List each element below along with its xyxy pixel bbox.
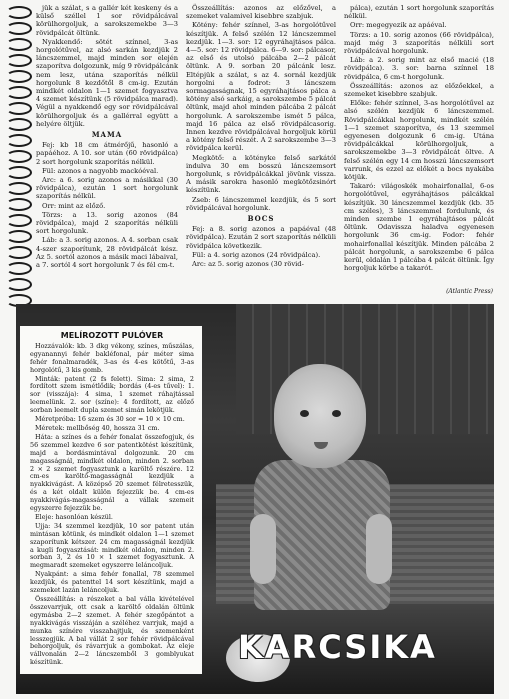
pattern-title: MELÍROZOTT PULÓVER — [60, 331, 164, 340]
baby-eye-left — [300, 410, 309, 417]
paragraph-hata: Háta: a színes és a fehér fonalat összefogjuk, és 56 szemmel kezdve 6 sor patentkötést készítünk, majd a bordásmintával dolgozunk. 20 cm magasságnál, mindkét oldalon, minden 2. sorban 2 × 2 szemet fogyasztunk a karöltő részére. 12 cm-es karöltő-magasságnál kezdjük a nyakkivágást. A középső 20 szemet félretesszük, és a két oldalt külön fejezzük be. 4 cm-es nyakkivágás-magasságnál a vállak szemeit egyszerre fejezzük be. — [30, 432, 194, 513]
spiral-binding — [0, 0, 30, 340]
paragraph-orr: Orr: mint az előző. — [42, 201, 106, 210]
paragraph-torzs: Törzs: a 10. sorig azonos (66 rövidpálca), majd még 3 szaporítás nélküli sort rövidpálcával horgolunk. — [344, 30, 494, 56]
text-column-1 — [36, 4, 178, 270]
section-heading-mama: MAMA — [91, 130, 123, 140]
paragraph-nyakpant: Nyakpánt: a sima fehér fonallal, 78 szemmel kezdjük, és patenttel 14 sort készítünk, majd a szemeket lazán leláncoljuk. — [30, 570, 194, 595]
text-column-3 — [344, 4, 494, 274]
baby-arm-right — [366, 514, 392, 584]
text-column-2 — [186, 4, 336, 269]
paragraph-orr: Orr: megegyezik az apáéval. — [350, 21, 447, 30]
paragraph-intro: jük a szálat, s a gallér két keskeny és a külső széllel 1 sor rövidpálcával körülhorgoljuk, a sarokszemekbe 3—3 rövidpálcát öltünk. — [36, 4, 178, 37]
baby-arm-left — [250, 514, 276, 584]
paragraph-osszeallitas: Összeállítás: azonos az előzővel, a szemeket valamivel kisebbre szabjuk. — [186, 4, 336, 21]
paragraph-eleje: Eleje: hasonlóan készül. — [35, 512, 113, 521]
paragraph-lab: Láb: a 3. sorig azonos. A 4. sorban csak 4-szer szaporítunk, 28 rövidpálcát kész. Az 5. sortól azonos a másik maci lábaival, a 7. sortól 4 sort horgolunk 7 és fél cm-t. — [36, 236, 178, 270]
baby-mouth — [314, 442, 328, 449]
paragraph-ful: Fül: a 4. sorig azonos (24 rövidpálca). — [192, 250, 321, 259]
paragraph-eloke: Előke: fehér színnel, 3-as horgolótűvel az alsó szélén kezdjük 6 láncszemmel. Rövidpálcákkal horgolunk, mindkét szélén 1—1 szemet szaporítva, és 13 szemmel egyenesen dolgozunk 6 cm-ig. Utána rövidpálcákkal körülhorgoljuk, a sarokszemekbe 3—3 rövidpálcát öltve. A felső szélén egy 14 cm hosszú láncszemsort varrunk, és ezzel az előkét a bocs nyakába kötjük. — [344, 99, 494, 182]
paragraph-osszeallitas: Összeállítás: azonos az előzőekkel, a szemeket kisebbre szabjuk. — [344, 81, 494, 99]
photo-title: KARCSIKA — [238, 628, 437, 666]
paragraph-lab: Láb: a 2. sorig mint az első macié (18 rövidpálca). 3. sor: barna színnel 18 rövidpálca, 6 cm-t horgolunk. — [344, 56, 494, 81]
baby-head — [274, 364, 366, 468]
paragraph-zseb: Zseb: 6 láncszemmel kezdjük, és 5 sort rövidpálcával horgolunk. — [186, 195, 336, 212]
paragraph-hozzavalok: Hozzávalók: kb. 3 dkg vékony, színes, műszálas, egyanannyi fehér bakléfonal, pár méter sima fehér fonalmaradék, 3-as és 4-es kötőtű, 3-as horgolótű, 3 kis gomb. — [30, 341, 194, 374]
baby-eye-right — [332, 410, 341, 417]
paragraph-megkoto: Megkötő: a kötényke felső sarkától indulva 30 em bosszú láncszemsort horgolunk, s rövidpálcákkal jövünk vissza. A másik sarokra hasonló megkötőzsinórt készítünk. — [186, 153, 336, 195]
paragraph-osszeallitas: Összeállítás: a részeket a bal válla kivételével összevarrjuk, ott csak a karöltő oldalán öltünk egymásba 2—2 szemet. A fehér szegőpántot a nyakkivágás visszáján a széléhez varrjuk, majd a munka színére visszahajtjuk, és szemenként lesszegjük. A bal vállát 2 sor fehér rövidpálcával behorgoljuk, és rávarrjuk a gombokat. Az eleje vállvonalán 2—2 láncszemből 3 gomblyukat készítünk. — [30, 595, 194, 667]
paragraph-ujja: Ujja: 34 szemmel kezdjük, 10 sor patent után mintásan kötünk, és mindkét oldalon 1—1 szemet szaporítunk kétszer. 24 cm magasságnál kezdjük a kugli fogyasztását: mindkét oldalon, minden 2. sorban 3, 2 és 10 × 1 szemet fogyasztunk. A megmaradt szemeket egyszerre leláncoljuk. — [30, 521, 194, 570]
paragraph-fej: Fej: a 8. sorig azonos a papáéval (48 rövidpálca). Ezután 2 sort szaporítás nélküli rövidpálca következik. — [186, 225, 336, 250]
paragraph-meretproba: Méretpróba: 16 szem és 30 sor = 10 × 10 cm. — [35, 415, 185, 424]
paragraph-meretek: Méretek: mellbőség 40, hossza 31 cm. — [35, 423, 160, 432]
paragraph-arc: Arc: az 5. sorig azonos (30 rövid- — [192, 260, 304, 269]
paragraph-ful: Fül: azonos a nagyobb mackóéval. — [42, 166, 159, 175]
paragraph-arc: Arc: a 6. sorig azonos a másikkal (30 rövidpálca), ezután 1 sort horgolunk szaporítás nélkül. — [36, 176, 178, 201]
paragraph-fej: Fej: kb 18 cm átmérőjű, hasonló a papáéhoz. A 10. sor után (60 rövidpálca) 2 sort horgolunk szaporítás nélkül. — [36, 141, 178, 166]
paragraph-mintak: Minták: patent (2 fs felett). Sima: 2 sima, 2 fordított szem ismétlődik; bordás (4-es tűvel): 1. sor (visszája): 4 sima, 1 szemet ráhajtással leemelünk. 2. sor (színe): 4 fordított, az előző sorban leemelt dupla szemet simán lekötjük. — [30, 374, 194, 415]
paragraph-torzs: Törzs: a 13. sorig azonos (84 rövidpálca), majd 2 szaporítás nélküli sort horgolunk. — [36, 210, 178, 236]
section-heading-bocs: BOCS — [247, 214, 275, 224]
paragraph-koteny: Kötény: fehér színnel, 3-as horgolótűvel készítjük. A felső szélén 12 láncszemmel kezdjük. 1—3. sor: 12 egyráhajtásos pálca. 4—5. sor: 12 rövidpálca. 6—9. sor: pálcasor, az első és utolsó pálcába 2—2 pálcát öltünk. A 9. sorban 20 pálcánk lesz. Eltépjük a szálat, s az 4. sornál kezdjük horgolni a fodrot: 3 láncszem sormagasságnak, 15 egyráhajtásos pálca a kötény alsó sarkáig, a sarokszembe 5 pálcát öltünk, majd ahol minden pálcába 2 pálcát horgolunk. A sarokszembe ismét 5 pálca, majd 16 pálca az első rövidpálcasorig. Innen kezdve rövidpálcával horgoljuk körül a kötény felső részét. A 2 sarokszembe 3—3 rövidpálca kerül. — [186, 21, 336, 153]
paragraph-intro: pálca), ezután 1 sort horgolunk szaporítás nélkül. — [344, 4, 494, 21]
paragraph-takaro: Takaró: világoskék mohairfonallal, 6-os horgolótűvel, egyráhajtásos pálcákkal készítjük. 30 láncszemmel kezdjük (kb. 35 cm széles), 3 láncszemmel fordulunk, és minden szembe 1 egyráhajtásos pálcát öltünk. Odavissza haladva egyenesen horgolunk 36 cm-ig. Fodor: fehér mohairfonallal készítjük. Minden pálcába 2 pálcát horgolunk, a sarokszembe 6 pálca kerül, oldalán 1 pálcába 4 pálcát öltünk. Így horgoljuk körbe a takarót. — [344, 182, 494, 273]
pattern-text-box — [20, 326, 202, 674]
paragraph-nyakkendo: Nyakkendő: sötét színnel, 3-as horgolótűvel, az alsó sarkán kezdjük 2 láncszemmel, majd minden sor elején szaporítva dolgozunk, míg 9 rövidpálcánk nem lesz, utána szaporítás nélkül horgolunk 8 kezdőtől 8 cm-ig. Ezután mindkét oldalon 1—1 szemet fogyasztva 4 szemet készítünk (5 rövidpálca marad). Végül a nyakkendő egy sor rövidpálcával körülhorgoljuk és a gallérral együtt a helyére öltjük. — [36, 37, 178, 128]
source-credit: (Atlantic Press) — [446, 288, 493, 295]
baby-figure — [254, 364, 394, 664]
